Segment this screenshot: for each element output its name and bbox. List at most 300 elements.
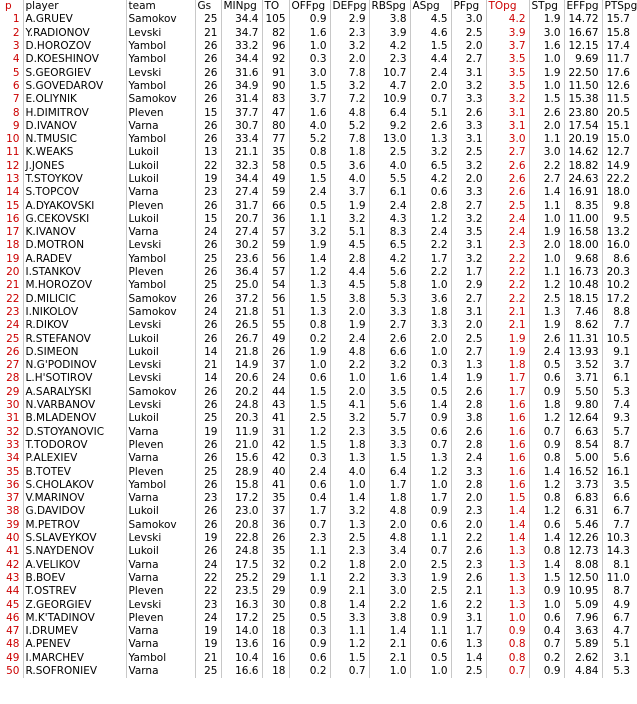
cell-assists-pg: 4.5 — [410, 13, 451, 26]
column-header-effpg[interactable]: EFFpg — [564, 0, 602, 13]
table-row[interactable] — [0, 386, 633, 399]
cell-rebounds-pg: 2.3 — [369, 53, 410, 66]
cell-player-name[interactable]: N.G'PODINOV — [23, 359, 126, 372]
table-row[interactable] — [0, 652, 633, 665]
cell-player-name[interactable]: S.SLAVEYKOV — [23, 532, 126, 545]
cell-points-pg: 5.6 — [613, 452, 630, 465]
cell-def-rebounds-pg: 4.0 — [330, 465, 369, 478]
cell-player-name[interactable]: M.PETROV — [23, 519, 126, 532]
cell-efficiency-pg: 14.62 — [564, 146, 602, 159]
cell-team[interactable]: Levski — [126, 399, 195, 412]
cell-fouls-pg: 2.7 — [451, 293, 486, 306]
cell-games-started: 26 — [195, 545, 221, 558]
cell-rank: 8 — [0, 106, 23, 119]
cell-fouls-pg: 2.0 — [451, 173, 486, 186]
cell-turnovers-pg: 1.9 — [486, 346, 529, 359]
cell-assists-pg: 2.4 — [410, 66, 451, 79]
column-header-defpg[interactable]: DEFpg — [330, 0, 369, 13]
table-row[interactable] — [0, 505, 633, 518]
cell-player-name[interactable]: N.TMUSIC — [23, 133, 126, 146]
table-row[interactable] — [0, 239, 633, 252]
cell-minutes-per-game: 34.4 — [221, 53, 262, 66]
cell-def-rebounds-pg: 3.7 — [330, 186, 369, 199]
cell-minutes-per-game: 20.7 — [221, 213, 262, 226]
cell-rebounds-pg: 2.7 — [369, 319, 410, 332]
cell-player-name[interactable]: A.PENEV — [23, 638, 126, 651]
table-row[interactable] — [0, 372, 633, 385]
cell-player-name[interactable]: S.GEORGIEV — [23, 66, 126, 79]
cell-player-name[interactable]: K.WEAKS — [23, 146, 126, 159]
cell-rank: 49 — [0, 652, 23, 665]
table-row[interactable] — [0, 558, 633, 571]
cell-player-name[interactable]: B.TOTEV — [23, 465, 126, 478]
cell-minutes-per-game: 15.8 — [221, 479, 262, 492]
cell-team[interactable]: Pleven — [126, 266, 195, 279]
cell-fouls-pg: 2.2 — [451, 532, 486, 545]
cell-off-rebounds-pg: 1.6 — [289, 27, 330, 40]
cell-steals-pg: 1.5 — [529, 93, 564, 106]
cell-player-name[interactable]: D.STOYANOVIC — [23, 426, 126, 439]
cell-team[interactable]: Yambol — [126, 253, 195, 266]
cell-points-pg: 4.7 — [613, 625, 630, 638]
cell-player-name[interactable]: R.STEFANOV — [23, 332, 126, 345]
column-header-to[interactable]: TO — [262, 0, 289, 13]
cell-off-rebounds-pg: 0.7 — [289, 519, 330, 532]
cell-def-rebounds-pg: 2.0 — [330, 386, 369, 399]
cell-fouls-pg: 2.6 — [451, 426, 486, 439]
cell-def-rebounds-pg: 3.6 — [330, 160, 369, 173]
cell-steals-pg: 1.9 — [529, 66, 564, 79]
cell-team[interactable]: Varna — [126, 638, 195, 651]
cell-def-rebounds-pg: 2.1 — [330, 585, 369, 598]
cell-team[interactable]: Yambol — [126, 133, 195, 146]
cell-team[interactable]: Varna — [126, 558, 195, 571]
cell-games-started: 25 — [195, 665, 221, 678]
cell-off-rebounds-pg: 1.5 — [289, 80, 330, 93]
cell-player-name[interactable]: M.HOROZOV — [23, 279, 126, 292]
column-header-offpg[interactable]: OFFpg — [289, 0, 330, 13]
cell-rank: 37 — [0, 492, 23, 505]
cell-player-name[interactable]: D.KOESHINOV — [23, 53, 126, 66]
cell-efficiency-pg: 11.31 — [564, 332, 602, 345]
cell-assists-pg: 0.9 — [410, 505, 451, 518]
cell-player-name[interactable]: B.BOEV — [23, 572, 126, 585]
cell-team[interactable]: Pleven — [126, 612, 195, 625]
table-row[interactable] — [0, 40, 633, 53]
cell-team[interactable]: Levski — [126, 598, 195, 611]
column-header-player[interactable]: player — [23, 0, 126, 13]
cell-points-pg: 9.5 — [613, 212, 630, 225]
table-row[interactable] — [0, 359, 633, 372]
cell-team[interactable]: Varna — [126, 452, 195, 465]
cell-rebounds-pg: 1.6 — [369, 372, 410, 385]
cell-turnovers-pg: 1.6 — [486, 426, 529, 439]
cell-team[interactable]: Lukoil — [126, 332, 195, 345]
table-row[interactable] — [0, 133, 633, 146]
cell-fouls-pg: 2.8 — [451, 479, 486, 492]
table-row[interactable] — [0, 27, 633, 40]
cell-points-pg: 9.3 — [613, 412, 630, 425]
table-row[interactable] — [0, 426, 633, 439]
cell-player-name[interactable]: D.HOROZOV — [23, 40, 126, 53]
cell-player-name[interactable]: G.CEKOVSKI — [23, 213, 126, 226]
table-row[interactable] — [0, 120, 633, 133]
cell-player-name[interactable]: D.IVANOV — [23, 120, 126, 133]
cell-turnovers-pg: 1.6 — [486, 452, 529, 465]
cell-rebounds-pg: 3.5 — [369, 386, 410, 399]
cell-turnovers: 36 — [262, 519, 289, 532]
table-row[interactable] — [0, 226, 633, 239]
cell-efficiency-pg: 5.50 — [564, 386, 602, 399]
cell-rank: 30 — [0, 399, 23, 412]
table-row[interactable] — [0, 93, 633, 106]
cell-minutes-per-game: 34.7 — [221, 27, 262, 40]
table-row[interactable] — [0, 439, 633, 452]
cell-team[interactable]: Levski — [126, 27, 195, 40]
cell-rank: 16 — [0, 213, 23, 226]
cell-player-name[interactable]: T.OSTREV — [23, 585, 126, 598]
column-header-topg[interactable]: TOpg — [486, 0, 529, 13]
table-row[interactable] — [0, 80, 633, 93]
cell-player-name[interactable]: L.H'SOTIROV — [23, 372, 126, 385]
cell-points-pg: 16.0 — [606, 239, 630, 252]
cell-team[interactable]: Samokov — [126, 93, 195, 106]
cell-turnovers: 58 — [262, 160, 289, 173]
cell-turnovers-pg: 3.5 — [486, 66, 529, 79]
table-row[interactable] — [0, 160, 633, 173]
cell-player-name[interactable]: A.GRUEV — [23, 13, 126, 26]
cell-player-name[interactable]: D.MILICIC — [23, 293, 126, 306]
cell-turnovers-pg: 1.4 — [486, 519, 529, 532]
table-row[interactable] — [0, 106, 633, 119]
cell-def-rebounds-pg: 1.1 — [330, 625, 369, 638]
cell-minutes-per-game: 20.3 — [221, 412, 262, 425]
table-row[interactable] — [0, 213, 633, 226]
cell-player-name[interactable]: V.MARINOV — [23, 492, 126, 505]
cell-steals-pg: 0.6 — [529, 519, 564, 532]
cell-team[interactable]: Varna — [126, 572, 195, 585]
table-row[interactable] — [0, 146, 633, 159]
cell-minutes-per-game: 13.6 — [221, 638, 262, 651]
table-row[interactable] — [0, 452, 633, 465]
cell-team[interactable]: Varna — [126, 625, 195, 638]
cell-points-pg: 5.1 — [613, 638, 630, 651]
cell-fouls-pg: 3.5 — [451, 226, 486, 239]
cell-player-name[interactable]: M.K'TADINOV — [23, 612, 126, 625]
cell-player-name[interactable]: R.SOFRONIEV — [23, 665, 126, 678]
cell-off-rebounds-pg: 0.9 — [289, 638, 330, 651]
table-row[interactable] — [0, 598, 633, 611]
cell-turnovers-pg: 1.7 — [486, 386, 529, 399]
cell-team[interactable]: Lukoil — [126, 160, 195, 173]
cell-player-name[interactable]: I.MARCHEV — [23, 652, 126, 665]
table-row[interactable] — [0, 412, 633, 425]
cell-team[interactable]: Samokov — [126, 293, 195, 306]
cell-games-started: 19 — [195, 532, 221, 545]
table-row[interactable] — [0, 638, 633, 651]
table-row[interactable] — [0, 625, 633, 638]
cell-team[interactable]: Yambol — [126, 279, 195, 292]
cell-turnovers-pg: 1.3 — [486, 585, 529, 598]
cell-team[interactable]: Lukoil — [126, 146, 195, 159]
table-row[interactable] — [0, 612, 633, 625]
table-row[interactable] — [0, 66, 633, 79]
cell-team[interactable]: Levski — [126, 319, 195, 332]
cell-games-started: 22 — [195, 572, 221, 585]
cell-player-name[interactable]: T.STOYKOV — [23, 173, 126, 186]
table-row[interactable] — [0, 293, 633, 306]
table-row[interactable] — [0, 346, 633, 359]
cell-team[interactable]: Pleven — [126, 199, 195, 212]
cell-rebounds-pg: 3.3 — [369, 439, 410, 452]
cell-team[interactable]: Pleven — [126, 465, 195, 478]
cell-off-rebounds-pg: 1.9 — [289, 239, 330, 252]
cell-turnovers: 59 — [262, 239, 289, 252]
cell-steals-pg: 0.9 — [529, 585, 564, 598]
cell-player-name[interactable]: S.CHOLAKOV — [23, 479, 126, 492]
cell-minutes-per-game: 11.9 — [221, 426, 262, 439]
cell-team[interactable]: Levski — [126, 66, 195, 79]
cell-turnovers: 41 — [262, 479, 289, 492]
cell-points-pg: 9.1 — [613, 345, 630, 358]
cell-minutes-per-game: 34.9 — [221, 80, 262, 93]
table-row[interactable] — [0, 186, 633, 199]
cell-player-name[interactable]: S.NAYDENOV — [23, 545, 126, 558]
cell-points-pg: 15.1 — [606, 119, 630, 132]
table-row[interactable] — [0, 199, 633, 212]
table-row[interactable] — [0, 479, 633, 492]
cell-player-name[interactable]: J.JONES — [23, 160, 126, 173]
cell-fouls-pg: 2.6 — [451, 106, 486, 119]
cell-team[interactable]: Lukoil — [126, 505, 195, 518]
cell-team[interactable]: Lukoil — [126, 346, 195, 359]
cell-assists-pg: 1.2 — [410, 213, 451, 226]
table-row[interactable] — [0, 545, 633, 558]
cell-turnovers-pg: 3.7 — [486, 40, 529, 53]
cell-steals-pg: 1.4 — [529, 465, 564, 478]
cell-team[interactable]: Varna — [126, 226, 195, 239]
cell-rebounds-pg: 2.5 — [369, 146, 410, 159]
cell-def-rebounds-pg: 3.2 — [330, 213, 369, 226]
cell-rebounds-pg: 1.7 — [369, 479, 410, 492]
cell-off-rebounds-pg: 2.4 — [289, 186, 330, 199]
column-header-gs[interactable]: Gs — [195, 0, 221, 13]
cell-minutes-per-game: 28.9 — [221, 465, 262, 478]
cell-team[interactable]: Samokov — [126, 519, 195, 532]
cell-turnovers-pg: 1.6 — [486, 479, 529, 492]
table-row[interactable] — [0, 319, 633, 332]
cell-rebounds-pg: 5.5 — [369, 173, 410, 186]
cell-off-rebounds-pg: 2.3 — [289, 532, 330, 545]
cell-rank: 12 — [0, 160, 23, 173]
cell-fouls-pg: 1.3 — [451, 638, 486, 651]
table-row[interactable] — [0, 53, 633, 66]
cell-minutes-per-game: 26.7 — [221, 332, 262, 345]
cell-team[interactable]: Samokov — [126, 13, 195, 26]
cell-assists-pg: 1.4 — [410, 399, 451, 412]
cell-turnovers-pg: 2.6 — [486, 173, 529, 186]
cell-assists-pg: 1.0 — [410, 665, 451, 678]
cell-steals-pg: 2.6 — [529, 332, 564, 345]
cell-player-name[interactable]: A.RADEV — [23, 253, 126, 266]
cell-off-rebounds-pg: 3.0 — [289, 66, 330, 79]
cell-player-name[interactable]: H.DIMITROV — [23, 106, 126, 119]
table-row[interactable] — [0, 492, 633, 505]
cell-player-name[interactable]: S.GOVEDAROV — [23, 80, 126, 93]
column-header-ptspg[interactable]: PTSpg — [604, 0, 637, 13]
table-row[interactable] — [0, 519, 633, 532]
cell-steals-pg: 0.8 — [529, 492, 564, 505]
cell-rank: 42 — [0, 558, 23, 571]
cell-def-rebounds-pg: 2.4 — [330, 332, 369, 345]
table-row[interactable] — [0, 306, 633, 319]
cell-fouls-pg: 2.8 — [451, 399, 486, 412]
cell-team[interactable]: Yambol — [126, 40, 195, 53]
cell-turnovers-pg: 3.5 — [486, 53, 529, 66]
cell-team[interactable]: Varna — [126, 426, 195, 439]
cell-team[interactable]: Varna — [126, 492, 195, 505]
cell-team[interactable]: Pleven — [126, 439, 195, 452]
cell-rebounds-pg: 5.7 — [369, 412, 410, 425]
cell-turnovers-pg: 2.6 — [486, 186, 529, 199]
cell-team[interactable]: Varna — [126, 665, 195, 678]
table-row[interactable] — [0, 279, 633, 292]
cell-team[interactable]: Levski — [126, 372, 195, 385]
table-row[interactable] — [0, 13, 633, 26]
table-row[interactable] — [0, 399, 633, 412]
column-header-aspg[interactable]: ASpg — [410, 0, 451, 13]
cell-player-name[interactable]: A.VELIKOV — [23, 558, 126, 571]
cell-rebounds-pg: 4.0 — [369, 160, 410, 173]
cell-player-name[interactable]: I.DRUMEV — [23, 625, 126, 638]
cell-efficiency-pg: 9.80 — [564, 399, 602, 412]
cell-off-rebounds-pg: 1.5 — [289, 386, 330, 399]
cell-efficiency-pg: 24.63 — [564, 173, 602, 186]
cell-efficiency-pg: 9.69 — [564, 53, 602, 66]
cell-steals-pg: 0.5 — [529, 359, 564, 372]
table-row[interactable] — [0, 465, 633, 478]
cell-player-name[interactable]: I.STANKOV — [23, 266, 126, 279]
table-row[interactable] — [0, 253, 633, 266]
cell-player-name[interactable]: K.IVANOV — [23, 226, 126, 239]
cell-rebounds-pg: 6.4 — [369, 465, 410, 478]
cell-assists-pg: 4.4 — [410, 53, 451, 66]
cell-team[interactable]: Yambol — [126, 652, 195, 665]
cell-player-name[interactable]: T.TODOROV — [23, 439, 126, 452]
cell-player-name[interactable]: S.TOPCOV — [23, 186, 126, 199]
cell-team[interactable]: Samokov — [126, 306, 195, 319]
column-header-rbspg[interactable]: RBSpg — [369, 0, 410, 13]
cell-team[interactable]: Lukoil — [126, 412, 195, 425]
column-header-stpg[interactable]: STpg — [529, 0, 564, 13]
cell-off-rebounds-pg: 0.5 — [289, 199, 330, 212]
cell-player-name[interactable]: A.DYAKOVSKI — [23, 199, 126, 212]
table-row[interactable] — [0, 332, 633, 345]
cell-player-name[interactable]: P.ALEXIEV — [23, 452, 126, 465]
cell-team[interactable]: Varna — [126, 186, 195, 199]
cell-steals-pg: 1.4 — [529, 186, 564, 199]
cell-team[interactable]: Lukoil — [126, 545, 195, 558]
table-row[interactable] — [0, 572, 633, 585]
cell-player-name[interactable]: Y.RADIONOV — [23, 27, 126, 40]
cell-turnovers-pg: 1.8 — [486, 359, 529, 372]
cell-steals-pg: 1.9 — [529, 319, 564, 332]
cell-def-rebounds-pg: 7.8 — [330, 133, 369, 146]
cell-team[interactable]: Levski — [126, 359, 195, 372]
cell-steals-pg: 1.1 — [529, 199, 564, 212]
cell-team[interactable]: Lukoil — [126, 173, 195, 186]
cell-player-name[interactable]: B.MLADENOV — [23, 412, 126, 425]
cell-minutes-per-game: 27.4 — [221, 226, 262, 239]
cell-player-name[interactable]: D.SIMEON — [23, 346, 126, 359]
table-row[interactable] — [0, 173, 633, 186]
cell-points-pg: 16.1 — [606, 465, 630, 478]
cell-player-name[interactable]: N.VARBANOV — [23, 399, 126, 412]
table-row[interactable] — [0, 266, 633, 279]
cell-games-started: 26 — [195, 332, 221, 345]
cell-rank: 9 — [0, 120, 23, 133]
cell-steals-pg: 0.9 — [529, 665, 564, 678]
cell-turnovers: 26 — [262, 346, 289, 359]
cell-games-started: 19 — [195, 638, 221, 651]
cell-team[interactable]: Yambol — [126, 80, 195, 93]
column-header-team[interactable]: team — [126, 0, 195, 13]
cell-team[interactable]: Yambol — [126, 479, 195, 492]
cell-rebounds-pg: 5.3 — [369, 293, 410, 306]
cell-player-name[interactable]: D.MOTRON — [23, 239, 126, 252]
cell-efficiency-pg: 10.48 — [564, 279, 602, 292]
cell-fouls-pg: 3.2 — [451, 160, 486, 173]
cell-turnovers: 36 — [262, 213, 289, 226]
cell-team[interactable]: Varna — [126, 120, 195, 133]
cell-team[interactable]: Pleven — [126, 585, 195, 598]
cell-minutes-per-game: 34.4 — [221, 13, 262, 26]
cell-team[interactable]: Pleven — [126, 106, 195, 119]
cell-points-pg: 15.8 — [606, 26, 630, 39]
cell-efficiency-pg: 14.72 — [564, 13, 602, 26]
cell-player-name[interactable]: G.DAVIDOV — [23, 505, 126, 518]
cell-team[interactable]: Levski — [126, 532, 195, 545]
cell-team[interactable]: Levski — [126, 239, 195, 252]
cell-team[interactable]: Yambol — [126, 53, 195, 66]
cell-fouls-pg: 3.1 — [451, 239, 486, 252]
cell-player-name[interactable]: A.SARALYSKI — [23, 386, 126, 399]
cell-player-name[interactable]: E.OLIYNIK — [23, 93, 126, 106]
cell-player-name[interactable]: I.NIKOLOV — [23, 306, 126, 319]
cell-team[interactable]: Lukoil — [126, 213, 195, 226]
cell-games-started: 26 — [195, 293, 221, 306]
cell-games-started: 26 — [195, 519, 221, 532]
table-row[interactable] — [0, 585, 633, 598]
cell-off-rebounds-pg: 1.2 — [289, 266, 330, 279]
cell-assists-pg: 1.0 — [410, 479, 451, 492]
column-header-pfpg[interactable]: PFpg — [451, 0, 486, 13]
cell-team[interactable]: Samokov — [126, 386, 195, 399]
column-header-p[interactable]: p — [0, 0, 23, 13]
cell-def-rebounds-pg: 2.9 — [330, 13, 369, 26]
cell-player-name[interactable]: R.DIKOV — [23, 319, 126, 332]
cell-def-rebounds-pg: 2.0 — [330, 53, 369, 66]
table-row[interactable] — [0, 532, 633, 545]
cell-player-name[interactable]: Z.GEORGIEV — [23, 598, 126, 611]
cell-minutes-per-game: 21.8 — [221, 306, 262, 319]
cell-games-started: 26 — [195, 66, 221, 79]
cell-rank: 4 — [0, 53, 23, 66]
cell-efficiency-pg: 22.50 — [564, 66, 602, 79]
cell-steals-pg: 2.5 — [529, 293, 564, 306]
table-row[interactable] — [0, 665, 633, 678]
column-header-minpg[interactable]: MINpg — [221, 0, 262, 13]
